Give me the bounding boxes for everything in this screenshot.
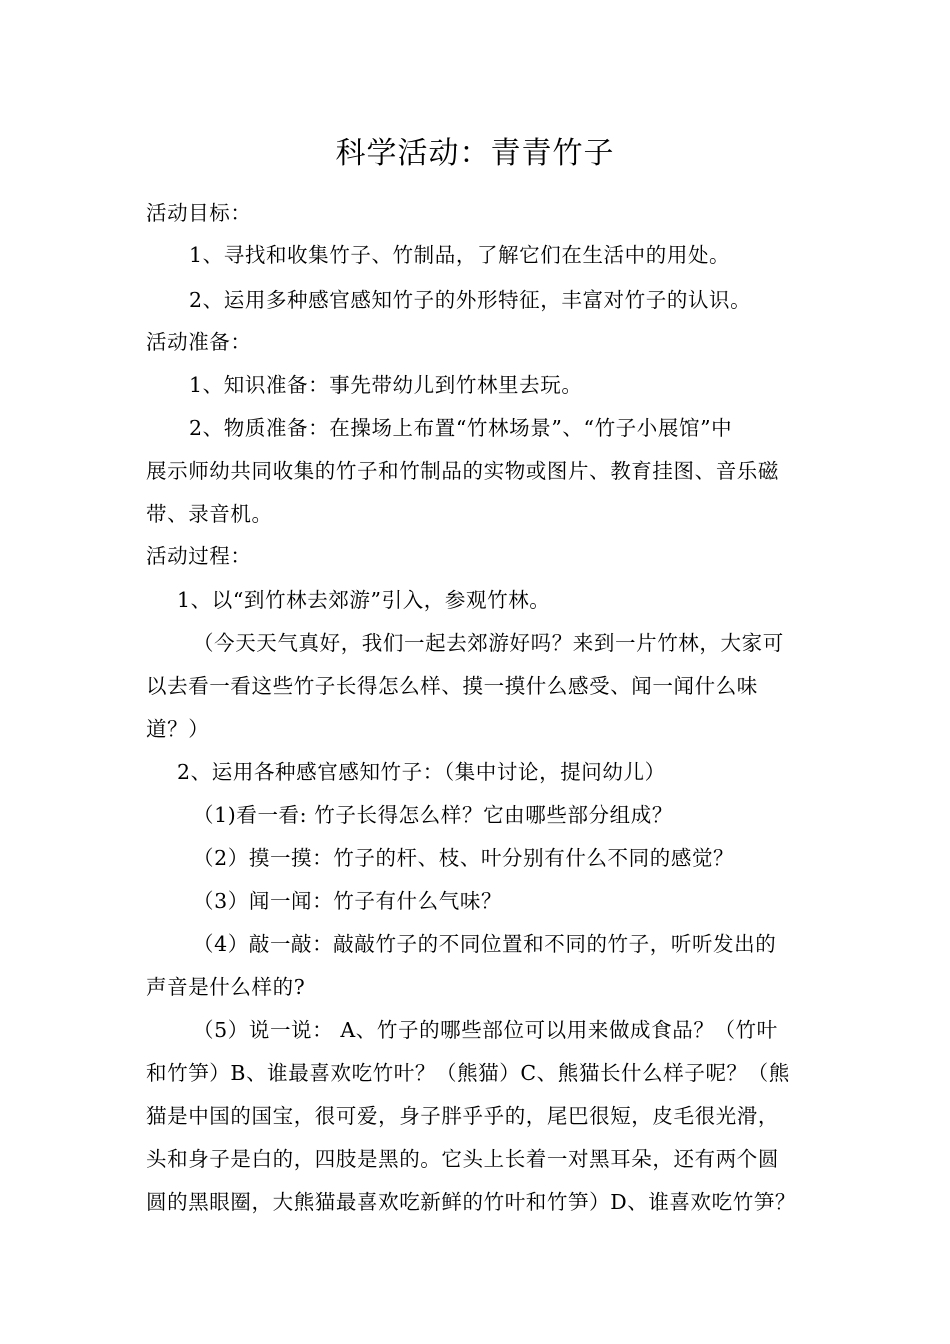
- paragraph-line: （3）闻一闻：竹子有什么气味？: [193, 889, 503, 913]
- section-heading-preparation: 活动准备：: [146, 330, 252, 354]
- paragraph-line: 展示师幼共同收集的竹子和竹制品的实物或图片、教育挂图、音乐磁: [146, 459, 779, 483]
- paragraph-line: 圆的黑眼圈，大熊猫最喜欢吃新鲜的竹叶和竹笋）D、谁喜欢吃竹笋？: [146, 1190, 797, 1214]
- paragraph-line: 和竹笋）B、谁最喜欢吃竹叶？（熊猫）C、熊猫长什么样子呢？（熊: [146, 1061, 790, 1085]
- paragraph-line: 以去看一看这些竹子长得怎么样、摸一摸什么感受、闻一闻什么味: [146, 674, 758, 698]
- paragraph-line: 道？）: [146, 717, 210, 741]
- paragraph-line: （2）摸一摸：竹子的杆、枝、叶分别有什么不同的感觉？: [193, 846, 735, 870]
- paragraph-line: （今天天气真好，我们一起去郊游好吗？来到一片竹林，大家可: [193, 631, 784, 655]
- paragraph-line: 2、运用多种感官感知竹子的外形特征，丰富对竹子的认识。: [189, 288, 752, 312]
- paragraph-line: 1、寻找和收集竹子、竹制品，了解它们在生活中的用处。: [189, 243, 731, 267]
- section-heading-process: 活动过程：: [146, 544, 252, 568]
- section-heading-goals: 活动目标：: [146, 201, 252, 225]
- paragraph-line: （1)看一看: 竹子长得怎么样？它由哪些部分组成？: [193, 803, 673, 827]
- paragraph-line: 猫是中国的国宝，很可爱，身子胖乎乎的，尾巴很短，皮毛很光滑，: [146, 1104, 779, 1128]
- paragraph-line: 声音是什么样的?: [146, 975, 306, 999]
- paragraph-line: 2、运用各种感官感知竹子：（集中讨论，提问幼儿）: [177, 760, 666, 784]
- paragraph-line: 带、录音机。: [146, 502, 273, 526]
- paragraph-line: （5）说一说： A、竹子的哪些部位可以用来做成食品？（竹叶: [193, 1018, 778, 1042]
- paragraph-line: 1、知识准备：事先带幼儿到竹林里去玩。: [189, 373, 583, 397]
- document-title: 科学活动：青青竹子: [335, 136, 615, 171]
- paragraph-line: 1、以“到竹林去郊游”引入，参观竹林。: [177, 588, 551, 612]
- paragraph-line: 头和身子是白的，四肢是黑的。它头上长着一对黑耳朵，还有两个圆: [146, 1147, 779, 1171]
- paragraph-line: （4）敲一敲：敲敲竹子的不同位置和不同的竹子，听听发出的: [193, 932, 777, 956]
- paragraph-line: 2、物质准备：在操场上布置“竹林场景”、“竹子小展馆”中: [189, 416, 733, 440]
